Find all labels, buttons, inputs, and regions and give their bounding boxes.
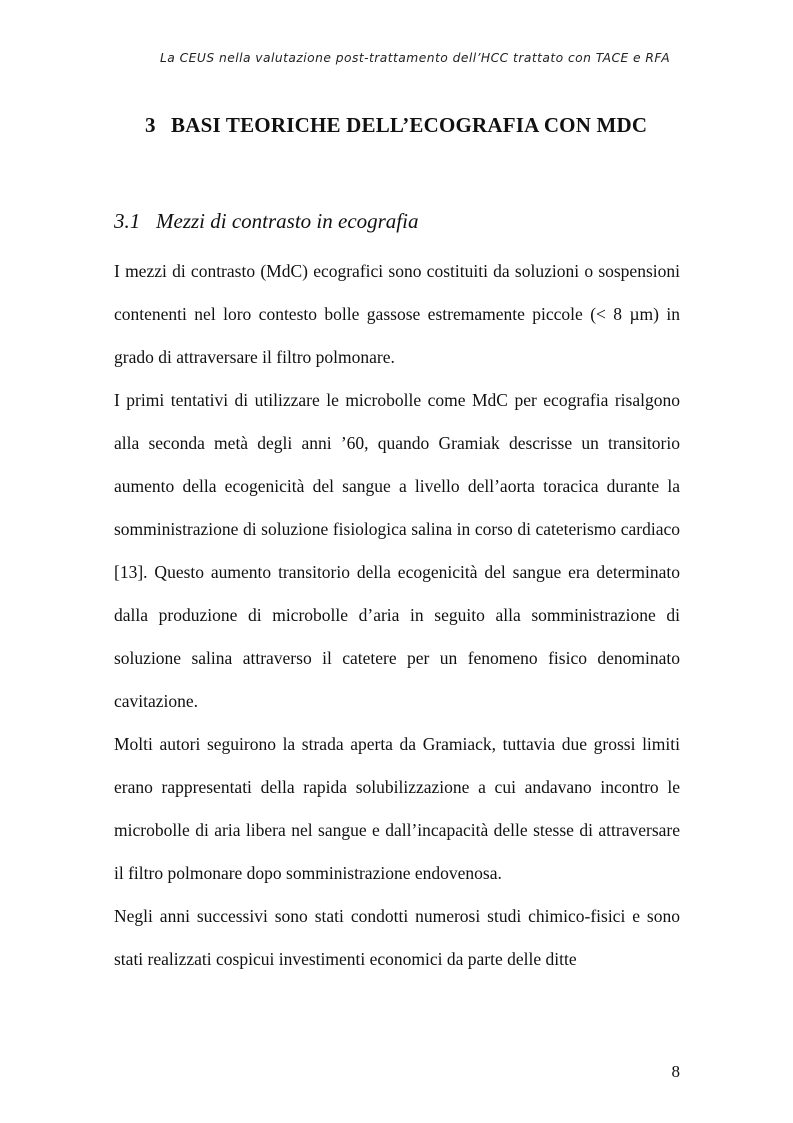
running-header: La CEUS nella valutazione post-trattamento dell’HCC trattato con TACE e RFA — [160, 51, 671, 65]
paragraph: Molti autori seguirono la strada aperta da Gramiack, tuttavia due grossi limiti erano rappresentati della rapida solubilizzazione a cui andavano incontro le microbolle di aria libera nel sangue e dall’incapacità delle stesse di attraversare il filtro polmonare dopo somministrazione endovenosa. — [114, 734, 680, 883]
section-number: 3.1 — [114, 209, 141, 233]
paragraph: Negli anni successivi sono stati condotti numerosi studi chimico-fisici e sono stati realizzati cospicui investimenti economici da parte delle ditte — [114, 906, 680, 969]
chapter-title — [145, 113, 647, 138]
chapter-number: 3 — [145, 113, 156, 137]
section-title-text: Mezzi di contrasto in ecografia — [156, 209, 419, 233]
body-text — [114, 250, 680, 981]
chapter-title-text: BASI TEORICHE DELL’ECOGRAFIA CON MDC — [171, 113, 648, 137]
page-number: 8 — [671, 1062, 680, 1081]
paragraph: I primi tentativi di utilizzare le microbolle come MdC per ecografia risalgono alla seconda metà degli anni ’60, quando Gramiak descrisse un transitorio aumento della ecogenicità del sangue a livello dell’aorta toracica durante la somministrazione di soluzione fisiologica salina in corso di cateterismo cardiaco [13]. Questo aumento transitorio della ecogenicità del sangue era determinato dalla produzione di microbolle d’aria in seguito alla somministrazione di soluzione salina attraverso il catetere per un fenomeno fisico denominato cavitazione. — [114, 390, 680, 711]
paragraph: I mezzi di contrasto (MdC) ecografici sono costituiti da soluzioni o sospensioni contenenti nel loro contesto bolle gassose estremamente piccole (< 8 µm) in grado di attraversare il filtro polmonare. — [114, 261, 680, 367]
section-title — [114, 209, 418, 234]
